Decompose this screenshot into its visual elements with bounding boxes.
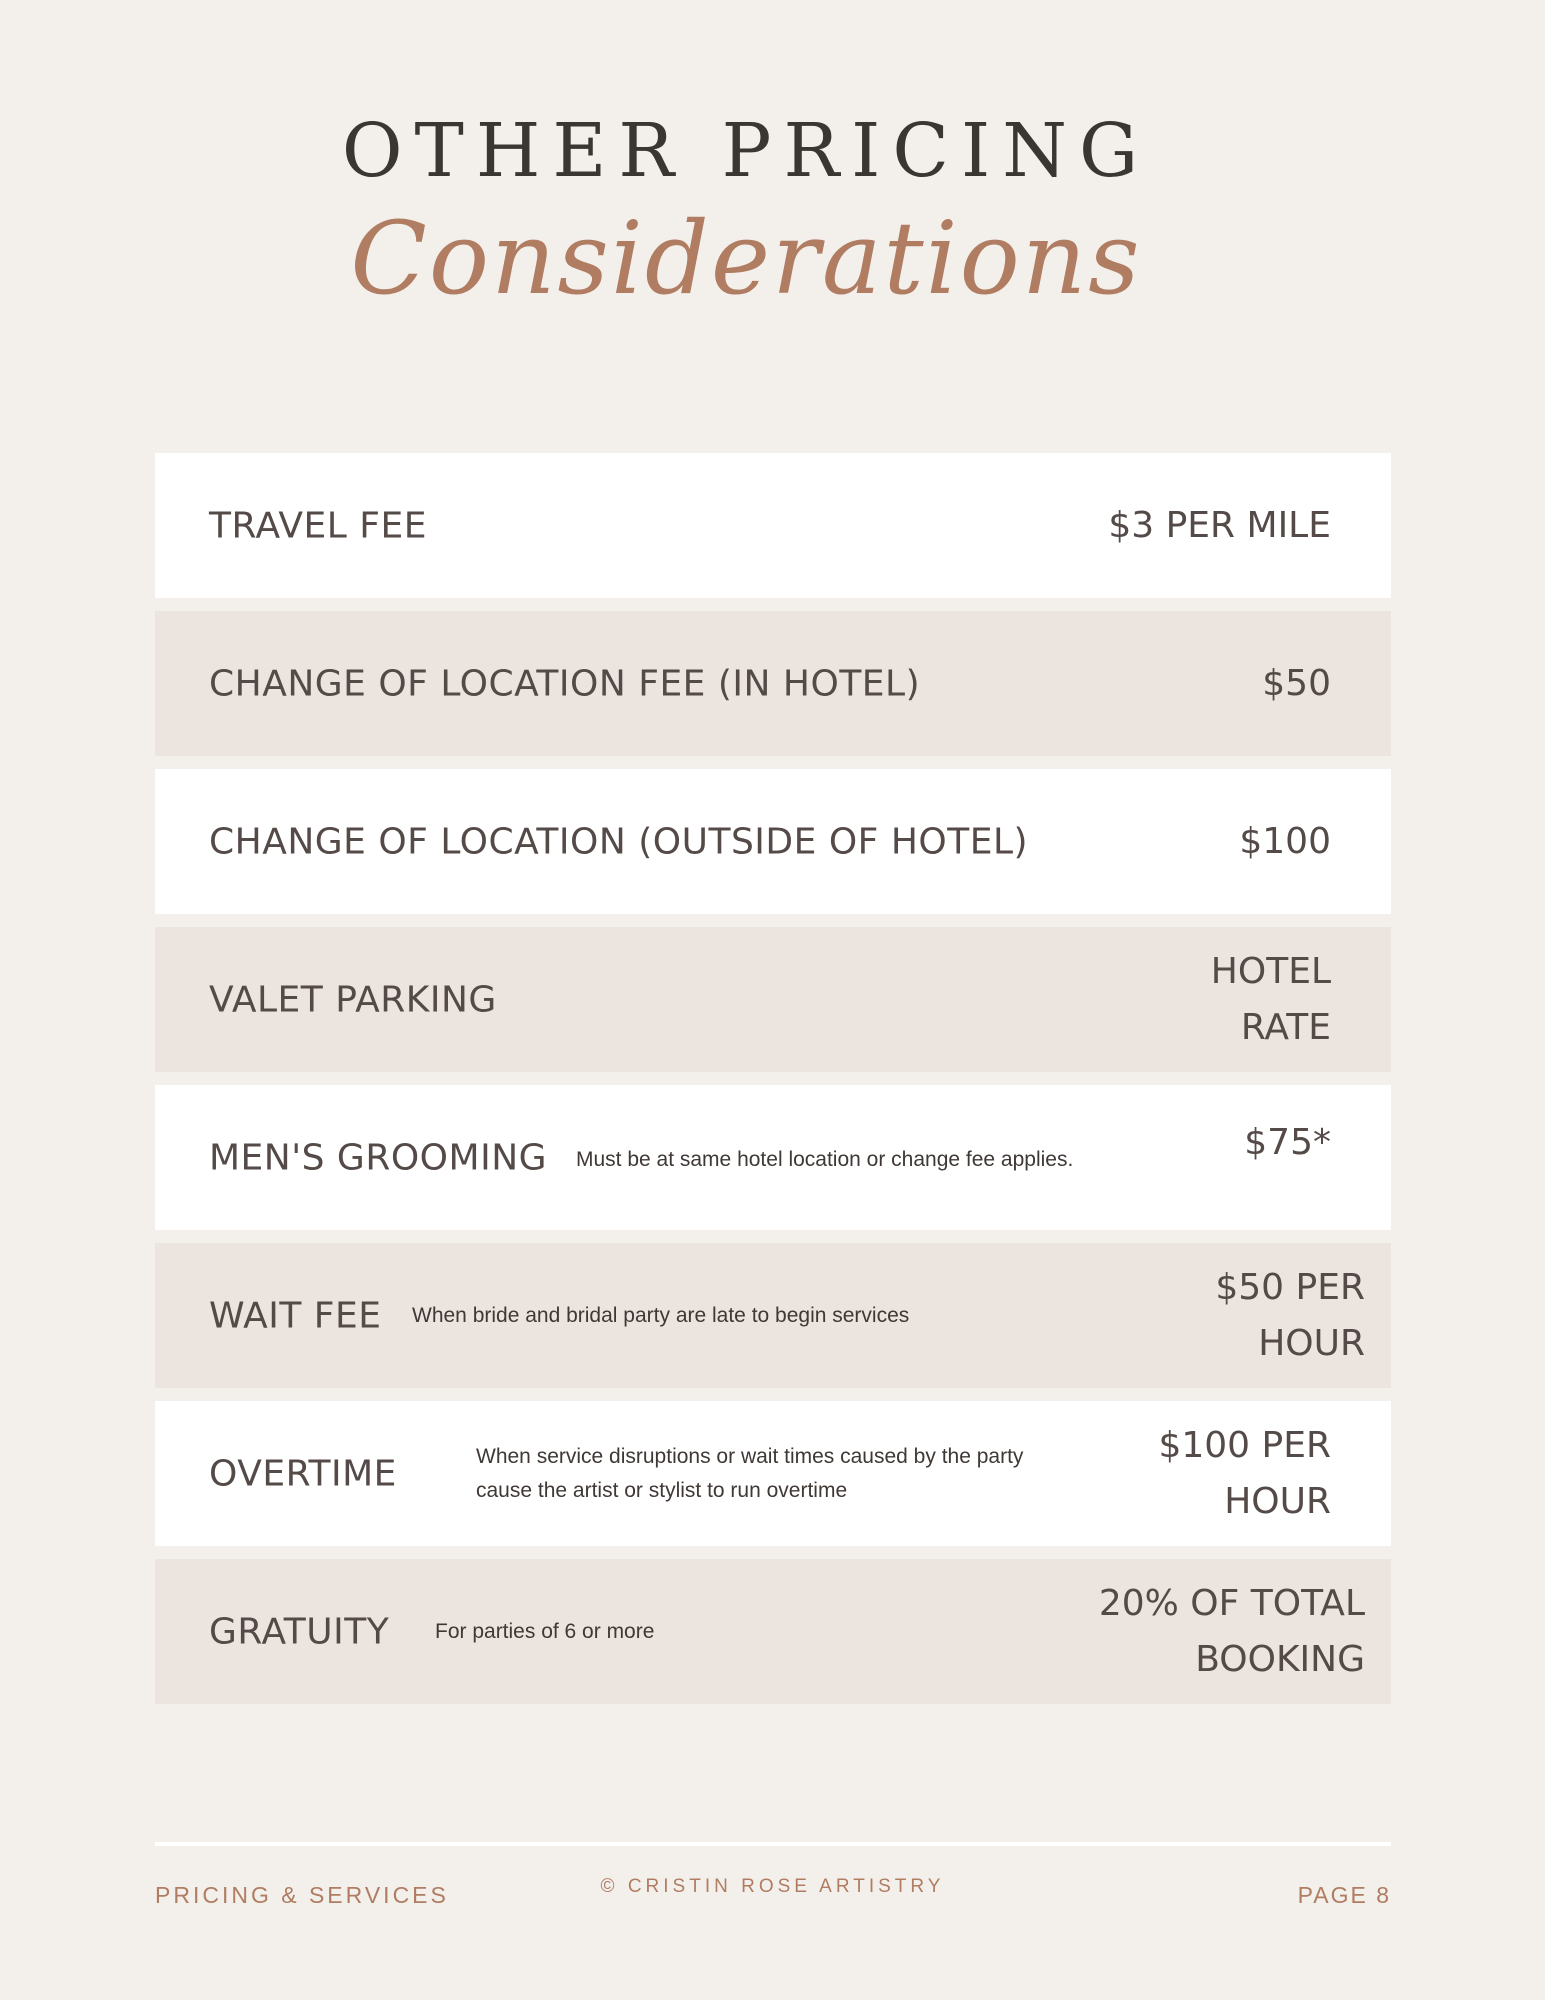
row-note: When bride and bridal party are late to begin services [412,1303,910,1327]
page-subtitle: Considerations [350,200,1142,317]
row-price: $100 [1239,820,1331,862]
page-title: OTHER PRICING [341,108,1151,194]
row-price: $100 PER HOUR [1158,1424,1331,1522]
row-label: WAIT FEE [209,1295,382,1336]
row-note: For parties of 6 or more [435,1619,655,1643]
row-price: 20% OF TOTAL BOOKING [1098,1582,1365,1680]
row-label: CHANGE OF LOCATION FEE (IN HOTEL) [209,663,921,704]
row-label: TRAVEL FEE [209,505,427,546]
pricing-row-valet-parking [155,927,1391,1072]
row-label: MEN'S GROOMING [209,1137,548,1178]
footer-section-label: PRICING & SERVICES [155,1882,449,1908]
pricing-row-gratuity [155,1559,1391,1704]
row-note: Must be at same hotel location or change fee applies. [576,1148,1074,1171]
footer-page-number: PAGE 8 [1297,1882,1391,1908]
row-price: $50 PER HOUR [1215,1266,1365,1364]
row-price: HOTEL RATE [1210,950,1331,1048]
row-label: VALET PARKING [209,979,497,1020]
pricing-row-mens-grooming [155,1085,1391,1230]
pricing-row-change-location-outside [155,769,1391,914]
footer-divider [155,1842,1391,1846]
row-price: $3 PER MILE [1108,504,1331,546]
pricing-row-wait-fee [155,1243,1391,1388]
row-note: When service disruptions or wait times caused by the party cause the artist or stylist to run overtime [476,1444,1024,1502]
row-price: $75* [1244,1122,1331,1163]
footer-copyright: © CRISTIN ROSE ARTISTRY [600,1876,945,1897]
row-label: CHANGE OF LOCATION (OUTSIDE OF HOTEL) [209,821,1029,862]
row-price: $50 [1262,662,1331,704]
row-label: OVERTIME [209,1453,397,1494]
row-label: GRATUITY [209,1611,390,1652]
pricing-row-change-location-in-hotel [155,611,1391,756]
pricing-row-overtime [155,1401,1391,1546]
pricing-row-travel-fee [155,453,1391,598]
